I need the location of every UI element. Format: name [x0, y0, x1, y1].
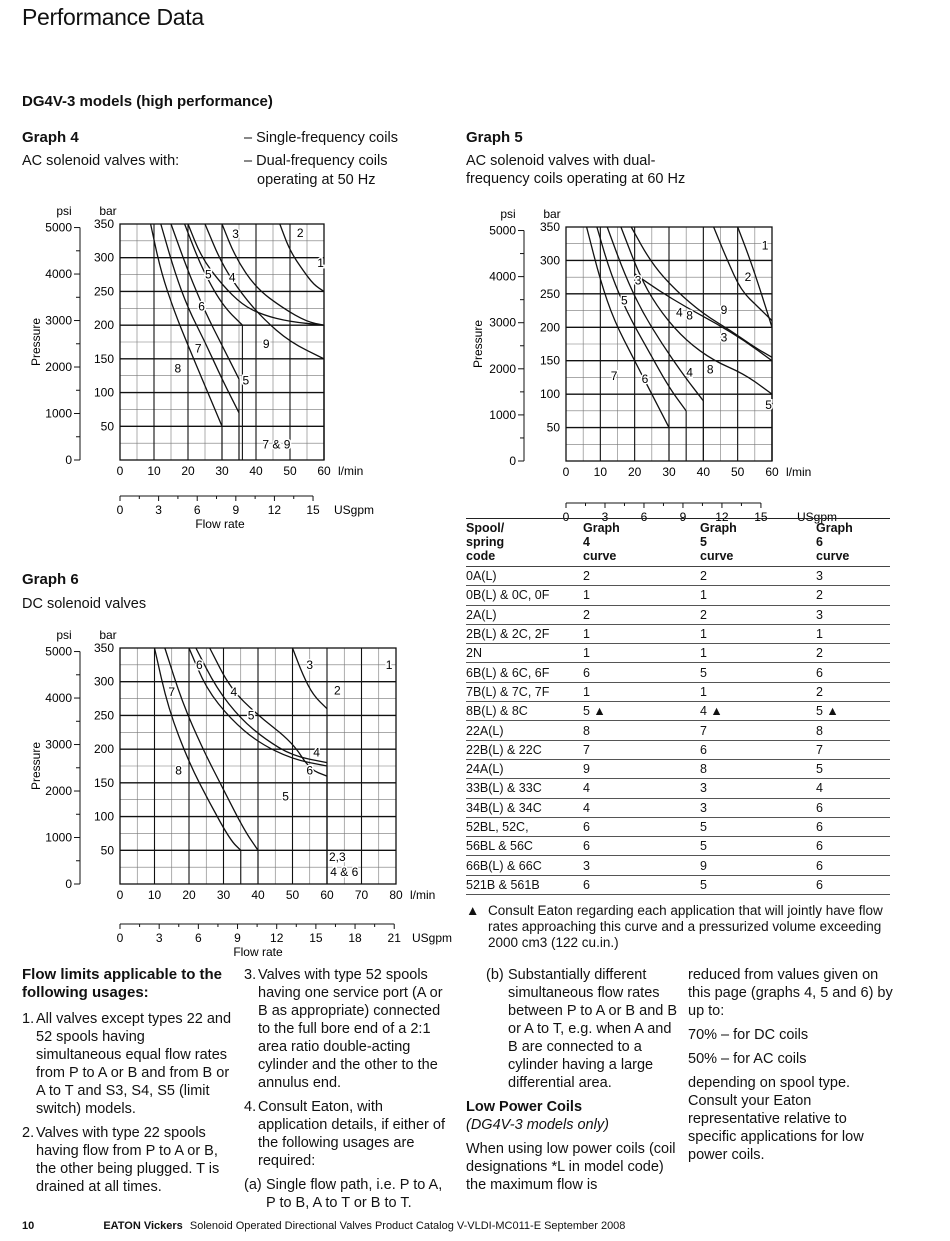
cell: 5: [700, 837, 816, 856]
curve-label: 7: [610, 369, 618, 384]
cell: 4: [583, 798, 700, 817]
low-power-dc: 70% – for DC coils: [688, 1027, 809, 1043]
usgpm-tick-label: 9: [679, 510, 687, 524]
list-item: 4. Consult Eaton, with application details, if either of the following usages are required:: [244, 1099, 445, 1169]
cell: 3: [700, 779, 816, 798]
cell: 2: [816, 682, 890, 701]
cell: 1: [700, 624, 816, 643]
x-axis-label: Flow rate: [195, 517, 245, 531]
psi-tick-label: 4000: [489, 269, 516, 284]
bar-tick-label: 150: [539, 353, 560, 368]
x-tick-label: 40: [251, 888, 265, 902]
cell: 66B(L) & 66C: [466, 856, 583, 875]
graph6-chart: [0, 622, 460, 957]
curve-label: 4: [313, 745, 320, 760]
cell: 4: [583, 779, 700, 798]
bar-tick-label: 50: [100, 843, 114, 858]
curve-label: 1: [317, 256, 324, 271]
bar-tick-label: 100: [539, 387, 560, 402]
curve-label: 1: [761, 238, 769, 253]
x-tick-label: 50: [730, 465, 745, 479]
bar-tick-label: 300: [93, 674, 114, 689]
curve-label: 2: [296, 225, 304, 240]
series-curve-5: [631, 227, 772, 357]
triangle-icon: ▲: [466, 903, 480, 918]
cell: 8: [583, 721, 700, 740]
usgpm-tick-label: 3: [155, 503, 162, 517]
page-title: Performance Data: [22, 4, 204, 30]
cell: 56BL & 56C: [466, 837, 583, 856]
usgpm-tick-label: 9: [232, 503, 240, 517]
footer: [22, 1220, 625, 1232]
cell: 1: [700, 682, 816, 701]
curve-label: 6: [196, 657, 203, 672]
x-tick-label: 40: [696, 465, 711, 479]
x-tick-label: 0: [562, 465, 570, 479]
table-row: [466, 663, 890, 682]
usgpm-tick-label: 6: [640, 510, 648, 524]
curve-label: 8: [175, 763, 182, 778]
table-row: [466, 740, 890, 759]
x-unit-label: l/min: [410, 888, 436, 902]
psi-tick-label: 1000: [489, 407, 516, 422]
flow-limits-col2: [244, 966, 450, 1218]
graph4-coils-1: – Single-frequency coils: [244, 130, 398, 146]
curve-label: 9: [262, 337, 270, 352]
table-row: [466, 702, 890, 721]
cell: 5: [700, 663, 816, 682]
curve-label: 4: [230, 684, 238, 699]
graph4-coils-2: – Dual-frequency coils: [244, 153, 388, 169]
list-item: (a) Single flow path, i.e. P to A, P to B, A to T or B to T.: [244, 1177, 443, 1211]
curve-label: 4: [686, 365, 693, 380]
curve-label: 3: [232, 227, 239, 242]
usgpm-tick-label: 12: [267, 503, 282, 517]
cell: 5 ▲: [816, 702, 890, 721]
cell: 5: [700, 817, 816, 836]
cell: 6: [700, 740, 816, 759]
cell: 22A(L): [466, 721, 583, 740]
curve-label: 3: [720, 330, 728, 345]
bar-tick-label: 50: [546, 420, 560, 435]
cell: 6: [583, 663, 700, 682]
curve-label: 2: [334, 683, 341, 698]
cell: 8B(L) & 8C: [466, 702, 583, 721]
x-tick-label: 80: [389, 888, 403, 902]
low-power-subheading: (DG4V-3 models only): [466, 1117, 609, 1133]
psi-unit-label: psi: [56, 204, 72, 218]
cell: 5: [816, 759, 890, 778]
cell: 24A(L): [466, 759, 583, 778]
cell: 2: [816, 586, 890, 605]
graph5-subtitle-1: AC solenoid valves with dual-: [466, 153, 656, 169]
x-axis-label: Flow rate: [233, 945, 283, 959]
y-axis-label: Pressure: [471, 319, 485, 369]
psi-tick-label: 1000: [45, 406, 72, 421]
cell: 8: [700, 759, 816, 778]
cell: 6: [816, 817, 890, 836]
bar-tick-label: 150: [93, 775, 114, 790]
usgpm-tick-label: 3: [601, 510, 609, 524]
psi-tick-label: 3000: [45, 313, 72, 328]
cell: 2B(L) & 2C, 2F: [466, 624, 583, 643]
list-item: 1. All valves except types 22 and 52 spools having simultaneous equal flow rates from P to A or B and from B or A to T and S3, S4, S5 (limit switch) models.: [22, 1011, 232, 1117]
cell: 2A(L): [466, 605, 583, 624]
table-row: [466, 798, 890, 817]
curve-label: 6: [198, 299, 205, 314]
cell: 33B(L) & 33C: [466, 779, 583, 798]
header-graph4: Graph 4 curve: [583, 519, 700, 567]
x-tick-label: 20: [181, 464, 195, 478]
cell: 7: [700, 721, 816, 740]
bar-tick-label: 200: [93, 318, 114, 333]
bar-tick-label: 100: [93, 809, 114, 824]
low-power-ac: 50% – for AC coils: [688, 1051, 807, 1067]
curve-label: 2,3: [329, 850, 346, 865]
bar-unit-label: bar: [99, 628, 117, 642]
curve-label: 5: [247, 708, 255, 723]
flow-limits-col1: [22, 966, 234, 1202]
cell: 521B & 561B: [466, 875, 583, 894]
curve-label: 8: [706, 362, 714, 377]
cell: 2: [583, 567, 700, 586]
graph4-subtitle: AC solenoid valves with:: [22, 153, 180, 169]
bar-unit-label: bar: [99, 204, 117, 218]
x-tick-label: 20: [182, 888, 196, 902]
graph5-chart: [440, 200, 910, 524]
graph4-chart: [0, 200, 440, 531]
x-tick-label: 70: [354, 888, 369, 902]
cell: 6: [816, 875, 890, 894]
table-row: [466, 856, 890, 875]
x-unit-label: l/min: [338, 464, 364, 478]
x-tick-label: 10: [147, 888, 162, 902]
y-axis-label: Pressure: [29, 741, 43, 791]
cell: 22B(L) & 22C: [466, 740, 583, 759]
graph5-subtitle-2: frequency coils operating at 60 Hz: [466, 171, 686, 187]
cell: 6: [816, 798, 890, 817]
cell: 6: [816, 663, 890, 682]
cell: 0A(L): [466, 567, 583, 586]
psi-tick-label: 1000: [45, 830, 72, 845]
graph5-title: Graph 5: [466, 129, 523, 146]
usgpm-unit-label: USgpm: [412, 931, 453, 945]
x-tick-label: 0: [116, 888, 124, 902]
header-graph6: Graph 6 curve: [816, 519, 890, 567]
cell: 7B(L) & 7C, 7F: [466, 682, 583, 701]
bar-tick-label: 150: [93, 351, 114, 366]
flow-limits-heading: Flow limits applicable to the following usages:: [22, 966, 223, 1001]
table-row: [466, 837, 890, 856]
x-unit-label: l/min: [786, 465, 812, 479]
table-row: [466, 721, 890, 740]
curve-label: 5: [765, 397, 772, 412]
list-item: 3. Valves with type 52 spools having one service port (A or B as appropriate) connected to the full bore end of a 2:1 area ratio double-acting cylinder and the other to the annulus end.: [244, 967, 443, 1091]
usgpm-unit-label: USgpm: [334, 503, 375, 517]
cell: 6: [583, 875, 700, 894]
psi-tick-label: 4000: [45, 691, 72, 706]
psi-tick-label: 0: [65, 877, 72, 891]
cell: 3: [700, 798, 816, 817]
usgpm-tick-label: 15: [309, 931, 323, 945]
cell: 2: [816, 644, 890, 663]
bar-tick-label: 100: [93, 385, 114, 400]
low-power-para2: depending on spool type. Consult your Eaton representative relative to specific applications for low power coils.: [688, 1075, 864, 1163]
cell: 6: [583, 837, 700, 856]
bar-tick-label: 250: [93, 284, 114, 299]
curve-label: 7: [168, 684, 176, 699]
psi-tick-label: 2000: [45, 360, 72, 375]
cell: 5 ▲: [583, 702, 700, 721]
cell: 1: [583, 682, 700, 701]
curve-label: 8: [686, 308, 693, 323]
low-power-para1b: reduced from values given on this page (graphs 4, 5 and 6) by up to:: [688, 967, 893, 1019]
psi-unit-label: psi: [500, 207, 516, 221]
cell: 1: [700, 644, 816, 663]
table-row: [466, 682, 890, 701]
psi-tick-label: 4000: [45, 267, 72, 282]
bar-tick-label: 300: [539, 253, 560, 268]
bar-unit-label: bar: [543, 207, 561, 221]
x-tick-label: 50: [283, 464, 297, 478]
x-tick-label: 0: [116, 464, 124, 478]
curve-label: 8: [174, 361, 182, 376]
cell: 2N: [466, 644, 583, 663]
usgpm-tick-label: 12: [715, 510, 729, 524]
cell: 52BL, 52C,: [466, 817, 583, 836]
cell: 5: [700, 875, 816, 894]
usgpm-tick-label: 0: [562, 510, 570, 524]
footer-brand: EATON Vickers: [103, 1220, 183, 1232]
table-row: [466, 759, 890, 778]
cell: 1: [700, 586, 816, 605]
cell: 6: [583, 817, 700, 836]
cell: 9: [583, 759, 700, 778]
usgpm-tick-label: 0: [116, 931, 124, 945]
curve-label: 4: [228, 270, 236, 285]
usgpm-tick-label: 15: [754, 510, 768, 524]
bar-tick-label: 200: [539, 320, 560, 335]
usgpm-tick-label: 12: [270, 931, 284, 945]
table-row: [466, 817, 890, 836]
table-row: [466, 644, 890, 663]
table-note: [466, 903, 896, 951]
x-tick-label: 30: [216, 888, 231, 902]
cell: 1: [583, 624, 700, 643]
header-graph5: Graph 5 curve: [700, 519, 816, 567]
psi-unit-label: psi: [56, 628, 72, 642]
y-axis-label: Pressure: [29, 317, 43, 367]
curve-label: 3: [634, 273, 642, 288]
usgpm-unit-label: USgpm: [797, 510, 838, 524]
footer-text: Solenoid Operated Directional Valves Product Catalog V-VLDI-MC011-E September 2008: [189, 1220, 626, 1232]
curve-label: 1: [385, 657, 393, 672]
page-number: 10: [22, 1220, 35, 1232]
curve-label: 7 & 9: [262, 437, 291, 452]
cell: 7: [583, 740, 700, 759]
psi-tick-label: 5000: [489, 223, 516, 238]
table-row: [466, 586, 890, 605]
cell: 1: [816, 624, 890, 643]
x-tick-label: 60: [320, 888, 334, 902]
low-power-heading: Low Power Coils: [466, 1099, 583, 1115]
cell: 2: [583, 605, 700, 624]
cell: 3: [583, 856, 700, 875]
cell: 7: [816, 740, 890, 759]
table-row: [466, 779, 890, 798]
cell: 0B(L) & 0C, 0F: [466, 586, 583, 605]
list-item: 2. Valves with type 22 spools having flow from P to A or B, the other being plugged. T is drained at all times.: [22, 1125, 220, 1195]
cell: 3: [816, 567, 890, 586]
curve-label: 4 & 6: [330, 864, 359, 879]
table-row: [466, 605, 890, 624]
cell: 34B(L) & 34C: [466, 798, 583, 817]
bar-tick-label: 350: [539, 220, 560, 234]
usgpm-tick-label: 0: [116, 503, 124, 517]
cell: 6: [816, 837, 890, 856]
x-tick-label: 60: [765, 465, 779, 479]
cell: 4 ▲: [700, 702, 816, 721]
psi-tick-label: 5000: [45, 644, 72, 659]
psi-tick-label: 5000: [45, 220, 72, 235]
curve-label: 9: [720, 302, 728, 317]
psi-tick-label: 3000: [45, 737, 72, 752]
low-power-col4: [688, 966, 898, 1170]
table-note-text: Consult Eaton regarding each application that will jointly have flow rates approaching this curve and a pressurized volume exceeding 2000 cm3 (122 cu.in.): [488, 903, 883, 950]
cell: 6B(L) & 6C, 6F: [466, 663, 583, 682]
spool-table: [466, 518, 890, 895]
curve-label: 5: [621, 293, 628, 308]
cell: 3: [816, 605, 890, 624]
usgpm-tick-label: 9: [234, 931, 241, 945]
cell: 4: [816, 779, 890, 798]
cell: 9: [700, 856, 816, 875]
header-spool: Spool/ spring code: [466, 519, 583, 567]
bar-tick-label: 50: [100, 419, 114, 434]
table-row: [466, 624, 890, 643]
cell: 1: [583, 586, 700, 605]
psi-tick-label: 2000: [45, 784, 72, 799]
usgpm-tick-label: 21: [387, 931, 401, 945]
bar-tick-label: 300: [93, 250, 114, 265]
usgpm-tick-label: 3: [155, 931, 163, 945]
x-tick-label: 40: [249, 464, 263, 478]
x-tick-label: 10: [593, 465, 608, 479]
curve-label: 3: [306, 657, 314, 672]
usgpm-tick-label: 15: [306, 503, 320, 517]
bar-tick-label: 350: [93, 217, 114, 231]
section-title: DG4V-3 models (high performance): [22, 93, 273, 110]
curve-label: 7: [194, 341, 202, 356]
list-item: (b) Substantially different simultaneous flow rates between P to A or B and B or A to T, e.g. when A and B are connected to a cylinder having a large differential area.: [486, 967, 678, 1091]
low-power-para1: When using low power coils (coil designations *L in model code) the maximum flow is: [466, 1141, 676, 1193]
psi-tick-label: 3000: [489, 315, 516, 330]
table-row: [466, 567, 890, 586]
graph6-title: Graph 6: [22, 571, 79, 588]
x-tick-label: 50: [285, 888, 300, 902]
curve-label: 4: [675, 305, 683, 320]
curve-label: 6: [641, 371, 649, 386]
cell: 2: [700, 605, 816, 624]
x-tick-label: 30: [662, 465, 676, 479]
curve-label: 5: [282, 789, 289, 804]
usgpm-tick-label: 18: [348, 931, 362, 945]
x-tick-label: 10: [147, 464, 161, 478]
graph6-subtitle: DC solenoid valves: [22, 596, 147, 612]
bar-tick-label: 200: [93, 742, 114, 757]
graph4-title: Graph 4: [22, 129, 79, 146]
cell: 1: [583, 644, 700, 663]
curve-label: 6: [306, 763, 314, 778]
curve-label: 2: [744, 270, 752, 285]
usgpm-tick-label: 6: [193, 503, 201, 517]
x-tick-label: 20: [627, 465, 642, 479]
x-tick-label: 60: [317, 464, 331, 478]
usgpm-tick-label: 6: [195, 931, 202, 945]
curve-label: 5: [205, 267, 212, 282]
table-row: [466, 875, 890, 894]
cell: 8: [816, 721, 890, 740]
bar-tick-label: 350: [93, 641, 114, 655]
psi-tick-label: 2000: [489, 361, 516, 376]
graph4-coils-2b: operating at 50 Hz: [257, 172, 376, 188]
curve-label: 5: [242, 373, 250, 388]
flow-limits-col3: [466, 966, 678, 1200]
psi-tick-label: 0: [65, 453, 72, 467]
x-tick-label: 30: [215, 464, 229, 478]
psi-tick-label: 0: [509, 454, 516, 468]
cell: 2: [700, 567, 816, 586]
cell: 6: [816, 856, 890, 875]
table-header-row: [466, 519, 890, 567]
bar-tick-label: 250: [539, 286, 560, 301]
bar-tick-label: 250: [93, 708, 114, 723]
